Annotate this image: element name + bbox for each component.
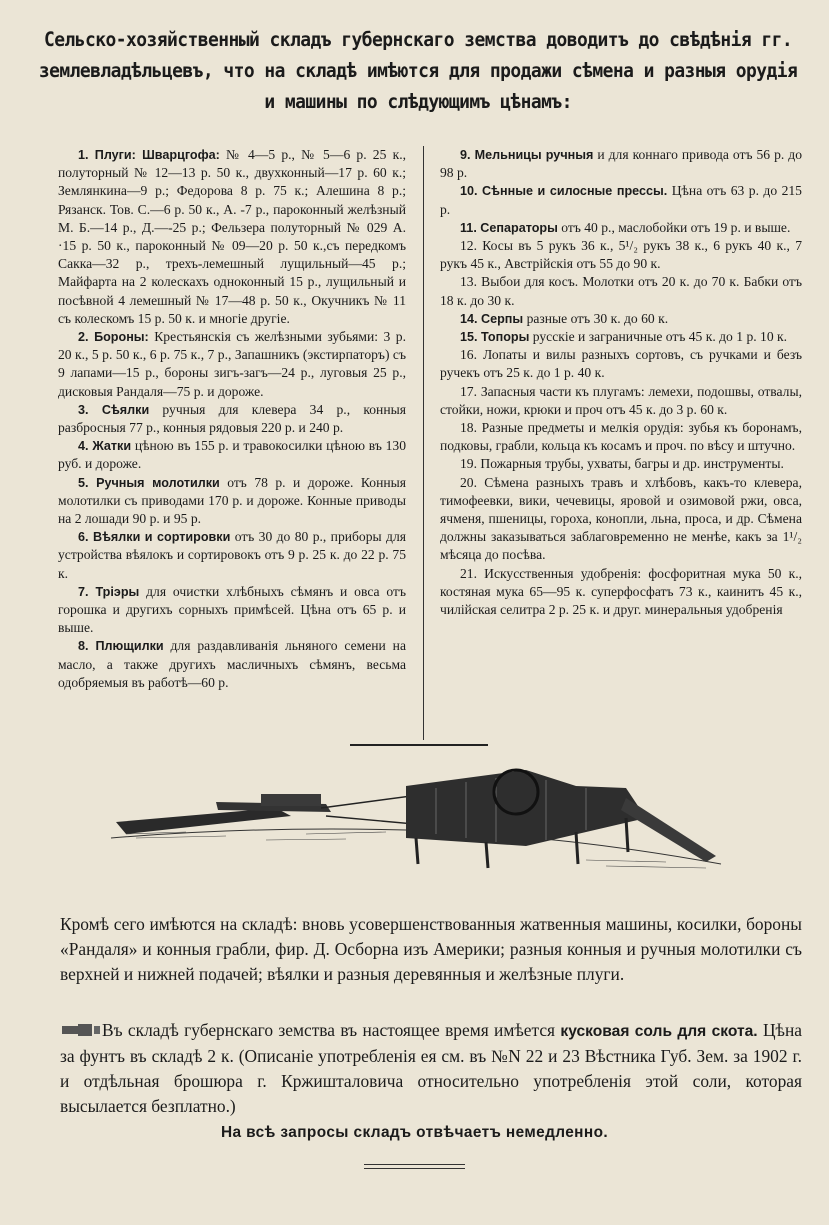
- price-list-right-entry: [440, 182, 802, 218]
- threshing-machine-engraving: [106, 768, 726, 878]
- entry-text: отъ 78 р. и дороже. Конныя молотилки съ приводами 170 р. и дороже. Конные приводы на 2 лошади 90 р. и 95 р.: [58, 474, 407, 527]
- entry-label: 3. Сѣялки: [78, 402, 150, 417]
- entry-text: 18. Разные предметы и мелкія орудія: зубья къ боронамъ, подковы, грабли, кольца къ косамъ и проч. по вѣсу и штучно.: [440, 420, 802, 454]
- entry-label: 11. Сепараторы: [460, 220, 558, 235]
- price-list-left-entry: [58, 528, 406, 583]
- entry-label: 5. Ручныя молотилки: [78, 475, 220, 490]
- additional-stock-paragraph: Кромѣ сего имѣются на складѣ: вновь усовершенствованныя жатвенныя машины, косилки, бороны «Рандаля» и конныя грабли, фир. Д. Осборна изъ Америки; разныя конныя и ручныя молотилки съ верхней и нижней подачей; вѣялки и разныя деревянныя и желѣзные плуги.: [60, 914, 802, 984]
- entry-label: 6. Вѣялки и сортировки: [78, 530, 231, 545]
- price-list-right-entry: [440, 455, 802, 473]
- entry-text: 17. Запасныя части къ плугамъ: лемехи, подошвы, отвалы, стойки, ножи, крюки и проч отъ 45 к. до 3 р. 60 к.: [440, 383, 802, 417]
- entry-text: для очистки хлѣбныхъ сѣмянъ и овса отъ горошка и другихъ сорныхъ примѣсей. Цѣна отъ 65 р. и выше.: [58, 583, 406, 636]
- entry-text: русскіе и заграничные отъ 45 к. до 1 р. 10 к.: [529, 329, 788, 345]
- price-list-left-entry: [58, 583, 406, 638]
- entry-label: 2. Бороны:: [78, 330, 149, 345]
- price-list-left-entry: [58, 474, 406, 529]
- entry-text: и для коннаго привода отъ 56 р. до 98 р.: [440, 147, 803, 181]
- entry-text: разные отъ 30 к. до 60 к.: [523, 310, 669, 326]
- entry-text: отъ 40 р., маслобойки отъ 19 р. и выше.: [557, 219, 791, 235]
- price-list-right-entry: [440, 565, 802, 620]
- price-list-right-entry: [440, 237, 802, 273]
- price-list-right-entry: [440, 310, 802, 328]
- entry-text: цѣною въ 155 р. и травокосилки цѣною въ 130 руб. и дороже.: [58, 438, 406, 472]
- price-list-left-entry: [58, 328, 406, 401]
- salt-notice-before: Въ складѣ губернскаго земства въ настоящее время имѣется: [102, 1020, 561, 1040]
- entry-label: 4. Жатки: [78, 439, 132, 454]
- price-list-right-entry: [440, 346, 802, 382]
- section-rule: [350, 744, 488, 746]
- entry-label: 10. Сѣнные и силосные прессы.: [460, 184, 668, 199]
- entry-label: 14. Серпы: [460, 311, 524, 326]
- double-rule: [364, 1164, 465, 1169]
- price-list-right-column: [440, 146, 802, 619]
- entry-text: № 4—5 р., № 5—6 р. 25 к., полуторный № 12—13 р. 50 к., двухконный—17 р. 60 к.; Землянкина—9 р.; Федорова 8 р. 75 к.; Алешина 8 р.; Рязанск. Тов. С.—6 р. 50 к., А. -7 р., пароконный желѣзный М. Б.—14 р., Д.—-25 р.; Фельзера полуторный № 029 А. ·15 р. 50 к., пароконный № 09—20 р. 50 к.,съ передкомъ Сакка—32 р., трехъ-лемешный лущильный—45 р.; Майфарта на 2 колескахъ одноконный 15 р., лущильный и посѣвной 4 лемешный № 17—48 р. 50 к., Окучникъ № 11 съ колескомъ 15 р. 50 к. и многіе другіе.: [58, 147, 406, 326]
- price-list-right-entry: [440, 419, 802, 455]
- pointing-hand-icon: [60, 1022, 102, 1038]
- price-list-left-entry: [58, 437, 406, 473]
- entry-text: 13. Выбои для косъ. Молотки отъ 20 к. до 70 к. Бабки отъ 18 к. до 30 к.: [440, 274, 802, 308]
- closing-line: На всѣ запросы складъ отвѣчаетъ немедленно.: [220, 1124, 609, 1141]
- price-list-left-column: [58, 146, 406, 692]
- entry-label: 9. Мельницы ручныя: [460, 148, 594, 162]
- price-list-left-entry: [58, 637, 406, 692]
- entry-text: 20. Сѣмена разныхъ травъ и хлѣбовъ, какъ-то клевера, тимофеевки, вики, чечевицы, яровой и озимовой ржи, овса, ячменя, пшеницы, гороха, конопли, льна, проса, и др. Сѣмена должны заказываться заблаговременно не менѣе, какъ за 1¹/₂ мѣсяца до посѣва.: [440, 474, 802, 563]
- entry-text: 12. Косы въ 5 рукъ 36 к., 5¹/₂ рукъ 38 к., 6 рукъ 40 к., 7 рукъ 45 к., Австрійскія отъ 55 до 90 к.: [440, 238, 802, 272]
- price-list-left-entry: [58, 146, 406, 328]
- column-divider: [423, 146, 424, 740]
- price-list-left-entry: [58, 401, 406, 437]
- entry-text: для раздавливанія льняного семени на масло, а также другихъ масличныхъ сѣмянъ, весьма одобряемыя въ работѣ—60 р.: [58, 638, 406, 690]
- price-list-right-entry: [440, 383, 802, 419]
- price-list-right-entry: [440, 146, 802, 182]
- entry-text: ручныя для клевера 34 р., конныя разбросныя 77 р., конныя рядовыя 220 р. и 240 р.: [58, 401, 406, 436]
- entry-label: 15. Топоры: [460, 330, 530, 345]
- price-list-right-entry: [440, 474, 802, 565]
- salt-notice-paragraph: [60, 1018, 802, 1119]
- price-list-right-entry: [440, 219, 802, 237]
- entry-text: Крестьянскія съ желѣзными зубьями: 3 р. 20 к., 5 р. 50 к., 6 р. 75 к., 7 р., Запашникъ (экстирпаторъ) съ 9 лапами—15 р., бороны зигъ-загъ—24 р., луговыя 25 р., дисковыя Рандаля—75 р. и дороже.: [58, 329, 406, 399]
- entry-text: 19. Пожарныя трубы, ухваты, багры и др. инструменты.: [460, 456, 784, 472]
- price-list-right-entry: [440, 328, 802, 346]
- salt-notice-after: Цѣна за фунтъ въ складѣ 2 к. (Описаніе употребленія ея см. въ №N 22 и 23 Вѣстника Губ. Зем. за 1902 г. и отдѣльная брошюра г. Кржишталовича относительно употребленія этой соли, которая высылается безплатно.): [60, 1020, 802, 1116]
- salt-notice-bold: кусковая соль для скота.: [560, 1023, 758, 1040]
- entry-text: отъ 30 до 80 р., приборы для устройства вѣялокъ и сортировокъ отъ 9 р. 25 к. до 22 р. 75 к.: [58, 529, 406, 581]
- entry-text: Цѣна отъ 63 р. до 215 р.: [440, 183, 802, 217]
- entry-text: 21. Искусственныя удобренія: фосфоритная мука 50 к., костяная мука 65—95 к. суперфосфатъ 73 к., каинитъ 45 к., чилійская селитра 2 р. 25 к. и друг. минеральныя удобренія: [440, 565, 802, 618]
- entry-label: 1. Плуги: Шварцгофа:: [78, 148, 220, 162]
- entry-text: 16. Лопаты и вилы разныхъ сортовъ, съ ручками и безъ ручекъ отъ 25 к. до 1 р. 40 к.: [440, 347, 802, 381]
- page-title: Сельско-хозяйственный складъ губернскаго земства доводитъ до свѣдѣнія гг. землевладѣльцевъ, что на складѣ имѣются для продажи сѣмена и разныя орудія и машины по слѣдующимъ цѣнамъ:: [38, 28, 798, 113]
- price-list-right-entry: [440, 273, 802, 309]
- entry-label: 8. Плющилки: [78, 639, 164, 654]
- entry-label: 7. Тріэры: [78, 584, 140, 599]
